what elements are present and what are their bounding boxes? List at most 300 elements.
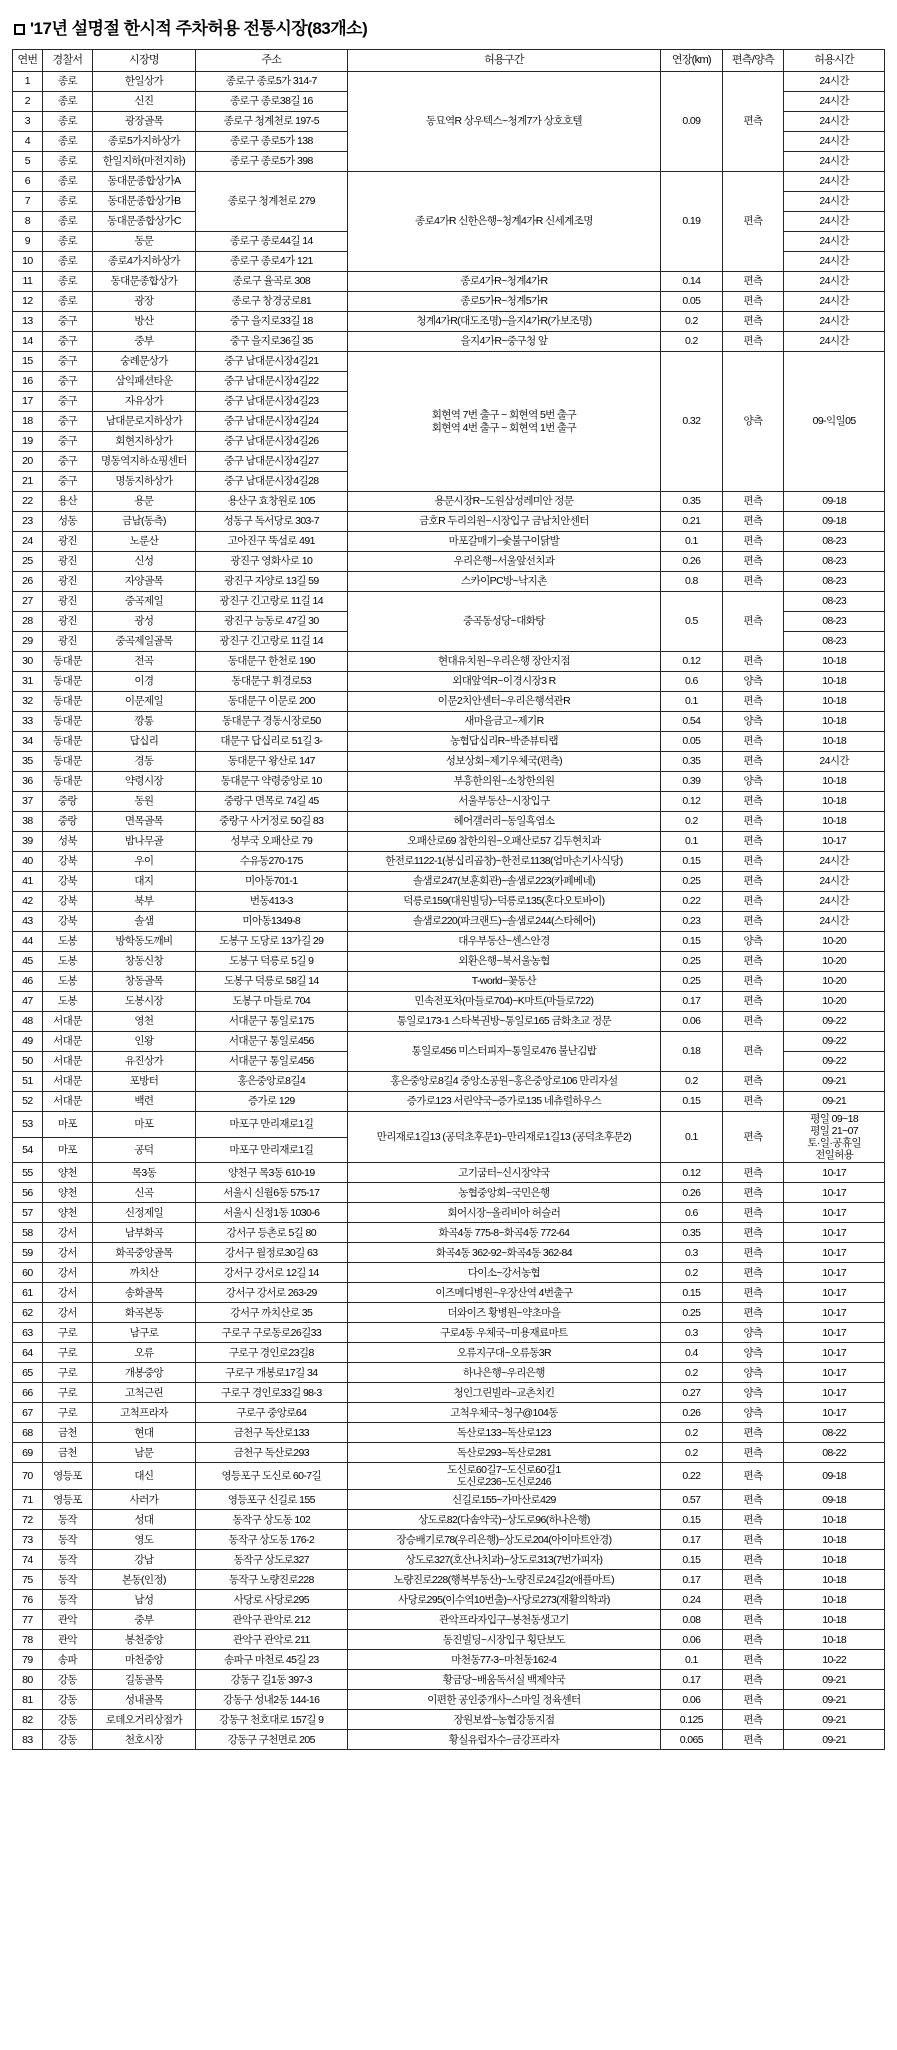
cell-no: 15	[13, 352, 43, 372]
table-row	[13, 1670, 885, 1690]
cell-police: 중랑	[42, 792, 92, 812]
table-row	[13, 872, 885, 892]
cell-address: 성부국 오패산로 79	[195, 832, 347, 852]
cell-address: 금천구 독산로293	[195, 1443, 347, 1463]
cell-section: 오패산로69 참한의원~오패산로57 김두현치과	[347, 832, 660, 852]
cell-market: 성대	[93, 1510, 196, 1530]
cell-time: 08-23	[784, 612, 885, 632]
cell-section: 덕릉로159(대원빌딩)~덕릉로135(혼다오토바이)	[347, 892, 660, 912]
cell-market: 도봉시장	[93, 992, 196, 1012]
cell-no: 71	[13, 1490, 43, 1510]
table-row	[13, 1012, 885, 1032]
cell-length: 0.2	[661, 332, 723, 352]
cell-no: 79	[13, 1650, 43, 1670]
cell-police: 송파	[42, 1650, 92, 1670]
cell-length: 0.06	[661, 1690, 723, 1710]
cell-length: 0.24	[661, 1590, 723, 1610]
table-row	[13, 512, 885, 532]
cell-no: 39	[13, 832, 43, 852]
cell-police: 동작	[42, 1550, 92, 1570]
cell-time: 08-23	[784, 592, 885, 612]
table-row	[13, 272, 885, 292]
cell-market: 이문제일	[93, 692, 196, 712]
cell-length: 0.8	[661, 572, 723, 592]
cell-address: 마포구 만리재로1길	[195, 1112, 347, 1138]
cell-time: 10-17	[784, 1263, 885, 1283]
cell-address: 중구 을지로33길 18	[195, 312, 347, 332]
cell-section: 마포갈매기~숯불구이닭발	[347, 532, 660, 552]
cell-no: 61	[13, 1283, 43, 1303]
cell-police: 중구	[42, 432, 92, 452]
cell-length: 0.15	[661, 1510, 723, 1530]
cell-market: 삼익패션타운	[93, 372, 196, 392]
cell-no: 77	[13, 1610, 43, 1630]
cell-section: 신길로155~가마산로429	[347, 1490, 660, 1510]
cell-police: 구로	[42, 1403, 92, 1423]
cell-police: 종로	[42, 152, 92, 172]
cell-side: 편측	[722, 1203, 784, 1223]
cell-side: 편측	[722, 692, 784, 712]
cell-length: 0.1	[661, 692, 723, 712]
cell-section: 솔샘로220(파크랜드)~솔샘로244(스타헤어)	[347, 912, 660, 932]
cell-address: 강서구 등촌로 5길 80	[195, 1223, 347, 1243]
cell-address: 광진구 긴고랑로 11길 14	[195, 592, 347, 612]
cell-address: 동대문구 휘경로53	[195, 672, 347, 692]
cell-address: 광진구 능동로 47길 30	[195, 612, 347, 632]
cell-address: 구로구 경인로23길8	[195, 1343, 347, 1363]
cell-time: 10-18	[784, 1630, 885, 1650]
cell-police: 강서	[42, 1263, 92, 1283]
cell-side: 편측	[722, 1570, 784, 1590]
table-row	[13, 772, 885, 792]
column-header-time: 허용시간	[784, 50, 885, 72]
table-row	[13, 1630, 885, 1650]
cell-no: 51	[13, 1072, 43, 1092]
cell-time: 10-17	[784, 1403, 885, 1423]
cell-time: 10-18	[784, 652, 885, 672]
cell-no: 17	[13, 392, 43, 412]
cell-police: 종로	[42, 112, 92, 132]
cell-address: 홍은중앙로8길4	[195, 1072, 347, 1092]
table-row	[13, 1092, 885, 1112]
cell-address: 증가로 129	[195, 1092, 347, 1112]
cell-no: 13	[13, 312, 43, 332]
cell-market: 우이	[93, 852, 196, 872]
cell-no: 80	[13, 1670, 43, 1690]
cell-no: 24	[13, 532, 43, 552]
table-header	[13, 50, 885, 72]
cell-time: 10-20	[784, 992, 885, 1012]
cell-length: 0.35	[661, 1223, 723, 1243]
cell-length: 0.12	[661, 792, 723, 812]
cell-market: 신진	[93, 92, 196, 112]
cell-side: 편측	[722, 952, 784, 972]
cell-market: 공덕	[93, 1137, 196, 1163]
cell-no: 70	[13, 1463, 43, 1490]
cell-time: 10-17	[784, 1343, 885, 1363]
cell-police: 중랑	[42, 812, 92, 832]
cell-no: 58	[13, 1223, 43, 1243]
cell-section: 을지4가R~중구청 앞	[347, 332, 660, 352]
cell-address: 종로구 종로44길 14	[195, 232, 347, 252]
cell-market: 대신	[93, 1463, 196, 1490]
cell-length: 0.6	[661, 672, 723, 692]
cell-police: 도봉	[42, 932, 92, 952]
cell-no: 74	[13, 1550, 43, 1570]
cell-address: 중구 남대문시장4길21	[195, 352, 347, 372]
cell-police: 서대문	[42, 1052, 92, 1072]
cell-section: 관악프라자입구~봉천동생고기	[347, 1610, 660, 1630]
cell-section: 이편한 공인중개사~스마일 정육센터	[347, 1690, 660, 1710]
column-header-length: 연장(km)	[661, 50, 723, 72]
table-row	[13, 692, 885, 712]
cell-time: 10-22	[784, 1650, 885, 1670]
cell-police: 동작	[42, 1510, 92, 1530]
table-row	[13, 1423, 885, 1443]
cell-side: 편측	[722, 1710, 784, 1730]
cell-police: 중구	[42, 372, 92, 392]
cell-address: 관악구 관악로 211	[195, 1630, 347, 1650]
cell-no: 49	[13, 1032, 43, 1052]
cell-no: 55	[13, 1163, 43, 1183]
cell-market: 회현지하상가	[93, 432, 196, 452]
cell-section: 하나은행~우리은행	[347, 1363, 660, 1383]
cell-no: 12	[13, 292, 43, 312]
cell-address: 구로구 구로동로26길33	[195, 1323, 347, 1343]
cell-side: 편측	[722, 832, 784, 852]
cell-section: 상도로82(다솜약국)~상도로96(하나은행)	[347, 1510, 660, 1530]
table-row	[13, 1443, 885, 1463]
cell-time: 24시간	[784, 892, 885, 912]
cell-market: 중부	[93, 1610, 196, 1630]
cell-market: 성내골목	[93, 1690, 196, 1710]
table-row	[13, 592, 885, 612]
table-row	[13, 812, 885, 832]
cell-time: 10-18	[784, 1510, 885, 1530]
cell-time: 24시간	[784, 192, 885, 212]
cell-section: 통일로456 미스터피자~통일로476 불난김밥	[347, 1032, 660, 1072]
cell-time: 24시간	[784, 852, 885, 872]
cell-no: 73	[13, 1530, 43, 1550]
cell-section: 사당로295(이수역10번출)~사당로273(재활의학과)	[347, 1590, 660, 1610]
cell-police: 광진	[42, 592, 92, 612]
cell-time: 10-18	[784, 1550, 885, 1570]
cell-length: 0.065	[661, 1730, 723, 1750]
cell-no: 2	[13, 92, 43, 112]
page-title-text: '17년 설명절 한시적 주차허용 전통시장(83개소)	[30, 19, 368, 38]
cell-police: 동작	[42, 1570, 92, 1590]
cell-police: 동대문	[42, 672, 92, 692]
table-row	[13, 1303, 885, 1323]
cell-time: 08-22	[784, 1443, 885, 1463]
cell-length: 0.4	[661, 1343, 723, 1363]
cell-market: 방학동도깨비	[93, 932, 196, 952]
cell-side: 편측	[722, 752, 784, 772]
table-row	[13, 1403, 885, 1423]
cell-police: 동대문	[42, 772, 92, 792]
cell-address: 영등포구 도신로 60-7길	[195, 1463, 347, 1490]
cell-market: 대지	[93, 872, 196, 892]
cell-market: 오류	[93, 1343, 196, 1363]
cell-police: 양천	[42, 1163, 92, 1183]
cell-police: 강서	[42, 1303, 92, 1323]
cell-no: 8	[13, 212, 43, 232]
cell-side: 양측	[722, 672, 784, 692]
cell-address: 강서구 월정로30길 63	[195, 1243, 347, 1263]
cell-side: 편측	[722, 732, 784, 752]
cell-no: 76	[13, 1590, 43, 1610]
cell-address: 중구 남대문시장4길26	[195, 432, 347, 452]
cell-market: 백련	[93, 1092, 196, 1112]
cell-market: 화곡중앙골목	[93, 1243, 196, 1263]
cell-length: 0.2	[661, 312, 723, 332]
cell-length: 0.08	[661, 1610, 723, 1630]
cell-police: 도봉	[42, 952, 92, 972]
cell-police: 양천	[42, 1203, 92, 1223]
cell-length: 0.15	[661, 1283, 723, 1303]
cell-section: 노량진로228(행복부동산)~노량진로24길2(애플마트)	[347, 1570, 660, 1590]
cell-no: 67	[13, 1403, 43, 1423]
cell-market: 로데오거리상점가	[93, 1710, 196, 1730]
cell-market: 신성	[93, 552, 196, 572]
cell-address: 도봉구 덕릉로 5길 9	[195, 952, 347, 972]
cell-address: 구로구 중앙로64	[195, 1403, 347, 1423]
cell-police: 동대문	[42, 652, 92, 672]
cell-market: 남구로	[93, 1323, 196, 1343]
cell-section: 오류지구대~오류동3R	[347, 1343, 660, 1363]
cell-market: 창동신창	[93, 952, 196, 972]
cell-side: 편측	[722, 812, 784, 832]
cell-side: 편측	[722, 552, 784, 572]
table-row	[13, 1203, 885, 1223]
cell-no: 28	[13, 612, 43, 632]
cell-section: 청인그린빌라~교촌치킨	[347, 1383, 660, 1403]
cell-section: 성보상회~제기우체국(편측)	[347, 752, 660, 772]
cell-address: 광진구 영화사로 10	[195, 552, 347, 572]
cell-address: 강동구 길1동 397-3	[195, 1670, 347, 1690]
cell-side: 편측	[722, 972, 784, 992]
cell-length: 0.15	[661, 1550, 723, 1570]
cell-market: 한일지하(마전지하)	[93, 152, 196, 172]
cell-section: 우리은행~서울앞선치과	[347, 552, 660, 572]
cell-police: 광진	[42, 552, 92, 572]
cell-time: 09-21	[784, 1670, 885, 1690]
table-row	[13, 1510, 885, 1530]
cell-section: 다이소~강서농협	[347, 1263, 660, 1283]
cell-length: 0.3	[661, 1243, 723, 1263]
cell-section: 농협답십리R~박준뷰티랩	[347, 732, 660, 752]
cell-length: 0.25	[661, 872, 723, 892]
cell-address: 중구 남대문시장4길28	[195, 472, 347, 492]
cell-address: 종로구 창경궁로81	[195, 292, 347, 312]
cell-time: 09-22	[784, 1052, 885, 1072]
cell-police: 강북	[42, 912, 92, 932]
cell-side: 편측	[722, 1263, 784, 1283]
cell-no: 42	[13, 892, 43, 912]
cell-section: 대우부동산~센스안경	[347, 932, 660, 952]
cell-no: 45	[13, 952, 43, 972]
table-row	[13, 1463, 885, 1490]
cell-length: 0.1	[661, 532, 723, 552]
table-row	[13, 1343, 885, 1363]
cell-side: 편측	[722, 592, 784, 652]
cell-address: 서대문구 통일로175	[195, 1012, 347, 1032]
cell-market: 면목골목	[93, 812, 196, 832]
cell-market: 천호시장	[93, 1730, 196, 1750]
cell-length: 0.3	[661, 1323, 723, 1343]
cell-market: 마천중앙	[93, 1650, 196, 1670]
cell-no: 26	[13, 572, 43, 592]
cell-time: 08-23	[784, 532, 885, 552]
cell-time: 10-18	[784, 792, 885, 812]
cell-length: 0.17	[661, 1570, 723, 1590]
cell-police: 동대문	[42, 752, 92, 772]
cell-section: 회현역 7번 출구 ~ 회현역 5번 출구 회현역 4번 출구 ~ 회현역 1번 출구	[347, 352, 660, 492]
cell-market: 동대문종합상가B	[93, 192, 196, 212]
cell-no: 54	[13, 1137, 43, 1163]
cell-section: 이즈메디병원~우장산역 4번출구	[347, 1283, 660, 1303]
cell-address: 미아동701-1	[195, 872, 347, 892]
cell-side: 편측	[722, 532, 784, 552]
cell-length: 0.32	[661, 352, 723, 492]
cell-section: 더와이즈 황병원~약초마을	[347, 1303, 660, 1323]
cell-length: 0.2	[661, 1363, 723, 1383]
table-row	[13, 1383, 885, 1403]
cell-market: 답십리	[93, 732, 196, 752]
cell-time: 09-18	[784, 1463, 885, 1490]
cell-no: 23	[13, 512, 43, 532]
cell-police: 중구	[42, 412, 92, 432]
cell-length: 0.15	[661, 932, 723, 952]
cell-no: 60	[13, 1263, 43, 1283]
cell-section: 동진빌딩~시장입구 횡단보도	[347, 1630, 660, 1650]
cell-length: 0.12	[661, 652, 723, 672]
cell-side: 편측	[722, 332, 784, 352]
cell-no: 64	[13, 1343, 43, 1363]
cell-market: 중곡제일골목	[93, 632, 196, 652]
cell-no: 35	[13, 752, 43, 772]
cell-police: 강동	[42, 1710, 92, 1730]
cell-length: 0.35	[661, 752, 723, 772]
cell-market: 남대문로지하상가	[93, 412, 196, 432]
cell-address: 종로구 종로4가 121	[195, 252, 347, 272]
table-row	[13, 1570, 885, 1590]
cell-length: 0.25	[661, 952, 723, 972]
cell-address: 도봉구 덕릉로 58길 14	[195, 972, 347, 992]
cell-police: 금천	[42, 1423, 92, 1443]
cell-market: 사러가	[93, 1490, 196, 1510]
cell-length: 0.57	[661, 1490, 723, 1510]
cell-time: 10-17	[784, 1283, 885, 1303]
cell-side: 편측	[722, 1670, 784, 1690]
cell-market: 현대	[93, 1423, 196, 1443]
cell-time: 09-익일05	[784, 352, 885, 492]
cell-no: 82	[13, 1710, 43, 1730]
cell-market: 영도	[93, 1530, 196, 1550]
cell-no: 20	[13, 452, 43, 472]
cell-market: 광장	[93, 292, 196, 312]
cell-market: 노룬산	[93, 532, 196, 552]
cell-police: 성북	[42, 832, 92, 852]
cell-length: 0.6	[661, 1203, 723, 1223]
cell-time: 09-21	[784, 1710, 885, 1730]
cell-police: 강동	[42, 1670, 92, 1690]
cell-market: 강남	[93, 1550, 196, 1570]
cell-address: 번동413-3	[195, 892, 347, 912]
cell-market: 화곡본동	[93, 1303, 196, 1323]
cell-no: 29	[13, 632, 43, 652]
table-row	[13, 1243, 885, 1263]
cell-section: 동묘역R 상우텍스~청계7가 상호호텔	[347, 72, 660, 172]
cell-no: 19	[13, 432, 43, 452]
cell-address: 동대문구 약령중앙로 10	[195, 772, 347, 792]
cell-side: 편측	[722, 1550, 784, 1570]
cell-market: 밤나무골	[93, 832, 196, 852]
cell-market: 송화골목	[93, 1283, 196, 1303]
cell-side: 편측	[722, 172, 784, 272]
cell-market: 동대문종합상가A	[93, 172, 196, 192]
cell-market: 창동골목	[93, 972, 196, 992]
table-row	[13, 1263, 885, 1283]
cell-market: 북부	[93, 892, 196, 912]
cell-police: 금천	[42, 1443, 92, 1463]
cell-section: 외대앞역R~이경시장3 R	[347, 672, 660, 692]
table-row	[13, 1183, 885, 1203]
cell-length: 0.2	[661, 1423, 723, 1443]
cell-time: 10-17	[784, 1163, 885, 1183]
cell-section: 고기굼터~신시장약국	[347, 1163, 660, 1183]
cell-no: 40	[13, 852, 43, 872]
cell-address: 미아동1349-8	[195, 912, 347, 932]
cell-address: 고아진구 뚝섬로 491	[195, 532, 347, 552]
cell-no: 52	[13, 1092, 43, 1112]
cell-police: 영등포	[42, 1463, 92, 1490]
cell-market: 중부	[93, 332, 196, 352]
cell-side: 편측	[722, 1463, 784, 1490]
cell-address: 사당로 사당로295	[195, 1590, 347, 1610]
cell-police: 성동	[42, 512, 92, 532]
cell-market: 신정제일	[93, 1203, 196, 1223]
cell-side: 편측	[722, 572, 784, 592]
cell-no: 38	[13, 812, 43, 832]
cell-address: 강동구 천호대로 157길 9	[195, 1710, 347, 1730]
cell-market: 동문	[93, 232, 196, 252]
cell-market: 인왕	[93, 1032, 196, 1052]
cell-length: 0.2	[661, 1443, 723, 1463]
cell-police: 광진	[42, 632, 92, 652]
cell-length: 0.1	[661, 1650, 723, 1670]
cell-police: 종로	[42, 252, 92, 272]
cell-market: 유진상가	[93, 1052, 196, 1072]
cell-length: 0.14	[661, 272, 723, 292]
table-row	[13, 172, 885, 192]
cell-section: 농협중앙회~국민은행	[347, 1183, 660, 1203]
table-row	[13, 952, 885, 972]
cell-market: 남부화곡	[93, 1223, 196, 1243]
cell-police: 마포	[42, 1112, 92, 1138]
cell-address: 동작구 상도동 176-2	[195, 1530, 347, 1550]
cell-time: 24시간	[784, 312, 885, 332]
cell-time: 09-22	[784, 1012, 885, 1032]
cell-address: 동대문구 왕산로 147	[195, 752, 347, 772]
cell-address: 강동구 성내2동 144-16	[195, 1690, 347, 1710]
cell-no: 47	[13, 992, 43, 1012]
column-header-market: 시장명	[93, 50, 196, 72]
cell-time: 09-22	[784, 1032, 885, 1052]
cell-side: 편측	[722, 1183, 784, 1203]
cell-no: 56	[13, 1183, 43, 1203]
cell-market: 중곡제일	[93, 592, 196, 612]
